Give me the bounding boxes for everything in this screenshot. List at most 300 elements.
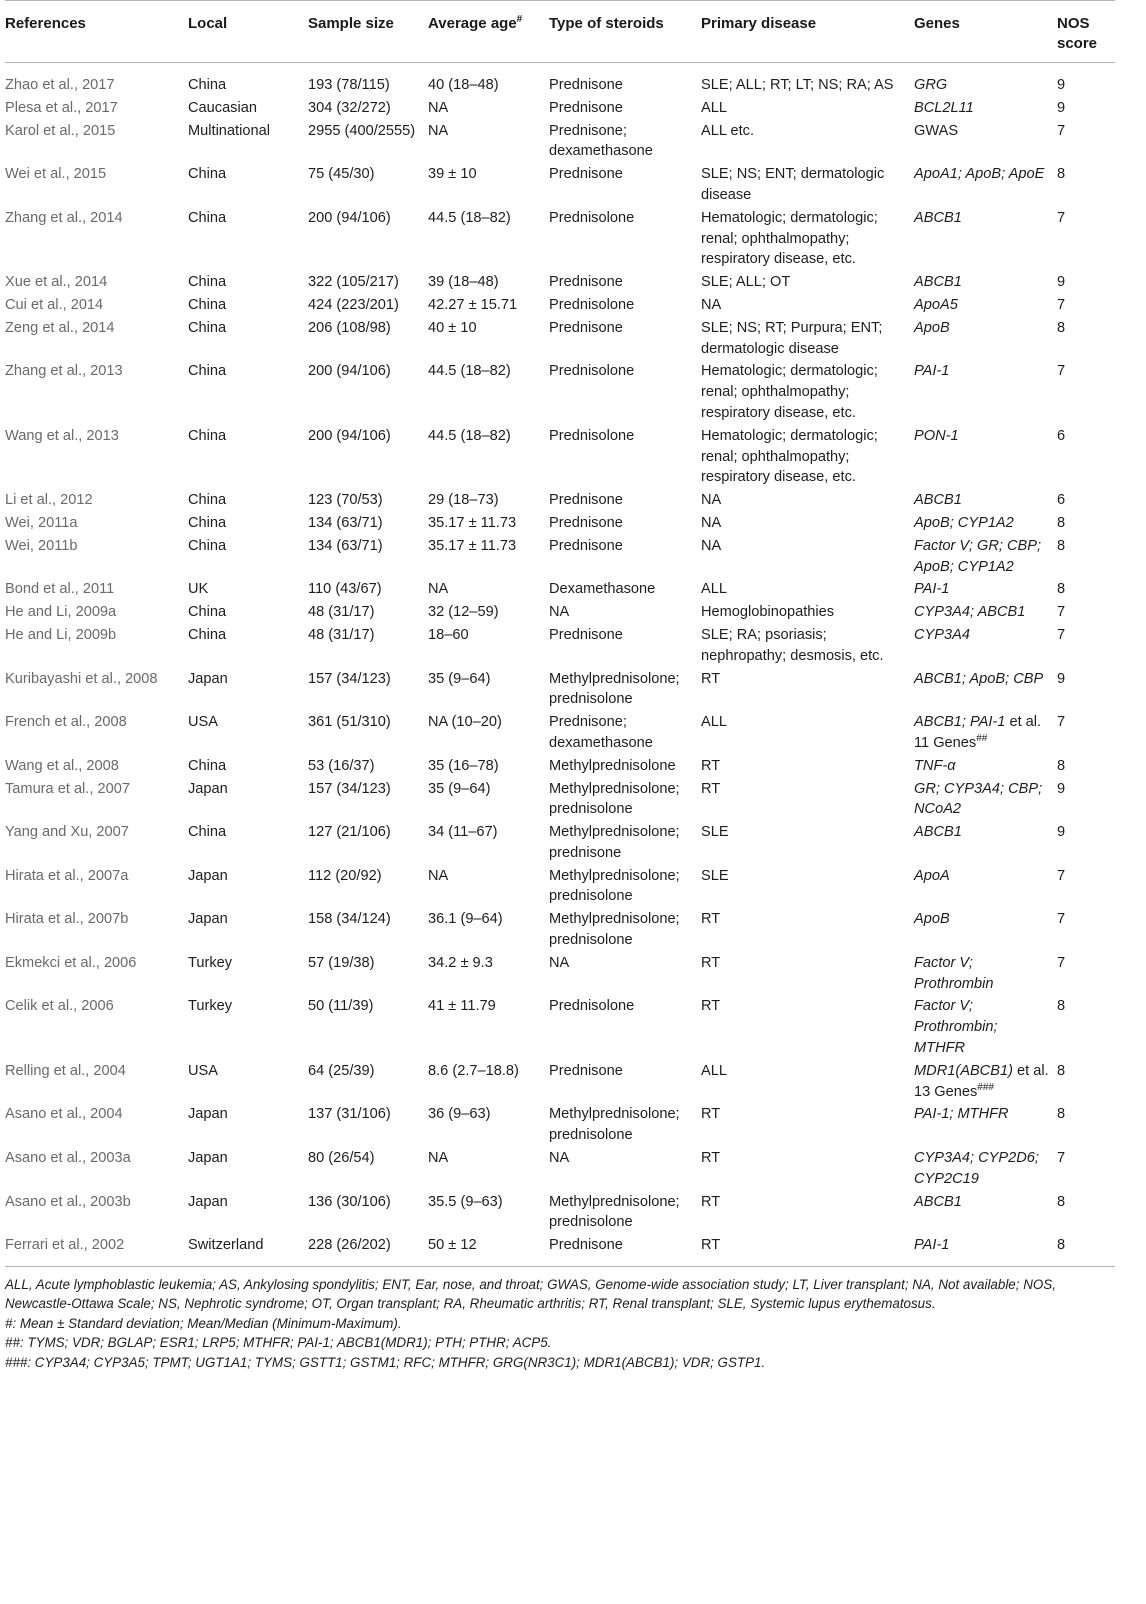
cell-reference bbox=[5, 208, 188, 272]
header-sample-size: Sample size bbox=[308, 1, 428, 63]
local-text: China bbox=[188, 514, 227, 531]
cell-reference bbox=[5, 822, 188, 866]
cell-steroid-type bbox=[549, 625, 701, 669]
cell-reference bbox=[5, 1061, 188, 1105]
cell-reference bbox=[5, 602, 188, 625]
primary-disease-text: RT bbox=[701, 1150, 721, 1167]
cell-primary-disease bbox=[701, 712, 914, 756]
sample-size-text: 57 (19/38) bbox=[308, 954, 375, 971]
primary-disease-text: ALL etc. bbox=[701, 122, 755, 139]
cell-nos-score bbox=[1057, 318, 1115, 362]
cell-local bbox=[188, 536, 308, 580]
steroid-type-text: Prednisolone bbox=[549, 296, 635, 313]
cell-local bbox=[188, 712, 308, 756]
nos-score-text: 7 bbox=[1057, 296, 1066, 313]
average-age-text: NA bbox=[428, 1150, 449, 1167]
reference-text: Ekmekci et al., 2006 bbox=[5, 954, 137, 971]
local-text: China bbox=[188, 296, 227, 313]
cell-primary-disease bbox=[701, 909, 914, 953]
table-row bbox=[5, 208, 1115, 272]
sample-size-text: 137 (31/106) bbox=[308, 1106, 391, 1123]
reference-text: Wei, 2011b bbox=[5, 537, 78, 554]
local-text: China bbox=[188, 757, 227, 774]
local-text: China bbox=[188, 824, 227, 841]
nos-score-text: 8 bbox=[1057, 998, 1066, 1015]
primary-disease-text: SLE; ALL; OT bbox=[701, 274, 791, 291]
sample-size-text: 200 (94/106) bbox=[308, 427, 391, 444]
cell-genes bbox=[914, 1192, 1057, 1236]
cell-local bbox=[188, 272, 308, 295]
cell-steroid-type bbox=[549, 121, 701, 165]
genes-text: CYP3A4; ABCB1 bbox=[914, 604, 1026, 621]
cell-sample-size bbox=[308, 756, 428, 779]
genes-text: ApoA bbox=[914, 867, 950, 884]
cell-reference bbox=[5, 536, 188, 580]
cell-average-age bbox=[428, 1104, 549, 1148]
cell-steroid-type bbox=[549, 1235, 701, 1266]
cell-local bbox=[188, 1192, 308, 1236]
nos-score-text: 7 bbox=[1057, 1150, 1066, 1167]
cell-genes bbox=[914, 121, 1057, 165]
cell-average-age bbox=[428, 513, 549, 536]
primary-disease-text: RT bbox=[701, 998, 721, 1015]
genes-extra-sup: ### bbox=[977, 1081, 994, 1093]
primary-disease-text: RT bbox=[701, 757, 721, 774]
reference-text: Relling et al., 2004 bbox=[5, 1062, 126, 1079]
reference-text: French et al., 2008 bbox=[5, 714, 127, 731]
cell-primary-disease bbox=[701, 756, 914, 779]
average-age-text: 8.6 (2.7–18.8) bbox=[428, 1062, 519, 1079]
sample-size-text: 75 (45/30) bbox=[308, 166, 375, 183]
cell-genes bbox=[914, 295, 1057, 318]
table-row bbox=[5, 490, 1115, 513]
cell-local bbox=[188, 208, 308, 272]
nos-score-text: 9 bbox=[1057, 99, 1066, 116]
reference-text: Wang et al., 2008 bbox=[5, 757, 119, 774]
reference-text: Celik et al., 2006 bbox=[5, 998, 114, 1015]
cell-nos-score bbox=[1057, 996, 1115, 1060]
cell-average-age bbox=[428, 536, 549, 580]
primary-disease-text: RT bbox=[701, 1106, 721, 1123]
cell-genes bbox=[914, 669, 1057, 713]
cell-primary-disease bbox=[701, 513, 914, 536]
reference-text: Karol et al., 2015 bbox=[5, 122, 116, 139]
cell-local bbox=[188, 602, 308, 625]
local-text: Switzerland bbox=[188, 1237, 264, 1254]
cell-sample-size bbox=[308, 1104, 428, 1148]
genes-text: ApoB bbox=[914, 319, 950, 336]
cell-genes bbox=[914, 164, 1057, 208]
nos-score-text: 9 bbox=[1057, 274, 1066, 291]
table-row bbox=[5, 866, 1115, 910]
cell-local bbox=[188, 669, 308, 713]
sample-size-text: 206 (108/98) bbox=[308, 319, 391, 336]
cell-primary-disease bbox=[701, 866, 914, 910]
average-age-text: 18–60 bbox=[428, 626, 469, 643]
cell-primary-disease bbox=[701, 779, 914, 823]
local-text: Japan bbox=[188, 1106, 228, 1123]
cell-primary-disease bbox=[701, 426, 914, 490]
nos-score-text: 8 bbox=[1057, 1062, 1066, 1079]
cell-steroid-type bbox=[549, 164, 701, 208]
primary-disease-text: SLE; NS; ENT; dermatologic disease bbox=[701, 166, 885, 203]
cell-average-age bbox=[428, 490, 549, 513]
reference-text: Tamura et al., 2007 bbox=[5, 780, 130, 797]
cell-reference bbox=[5, 318, 188, 362]
cell-local bbox=[188, 579, 308, 602]
cell-average-age bbox=[428, 996, 549, 1060]
cell-average-age bbox=[428, 669, 549, 713]
local-text: Turkey bbox=[188, 998, 233, 1015]
cell-average-age bbox=[428, 295, 549, 318]
cell-steroid-type bbox=[549, 756, 701, 779]
table-row bbox=[5, 1192, 1115, 1236]
header-references: References bbox=[5, 1, 188, 63]
genes-text: ABCB1 bbox=[914, 274, 962, 291]
cell-reference bbox=[5, 712, 188, 756]
cell-sample-size bbox=[308, 318, 428, 362]
genes-text: MDR1(ABCB1) bbox=[914, 1062, 1013, 1079]
cell-reference bbox=[5, 1235, 188, 1266]
cell-average-age bbox=[428, 625, 549, 669]
genes-text: ApoA5 bbox=[914, 296, 958, 313]
cell-genes bbox=[914, 579, 1057, 602]
cell-genes bbox=[914, 1104, 1057, 1148]
cell-primary-disease bbox=[701, 953, 914, 997]
cell-sample-size bbox=[308, 164, 428, 208]
nos-score-text: 8 bbox=[1057, 1237, 1066, 1254]
cell-steroid-type bbox=[549, 208, 701, 272]
reference-text: Cui et al., 2014 bbox=[5, 296, 104, 313]
cell-nos-score bbox=[1057, 779, 1115, 823]
footnote-hash: #: Mean ± Standard deviation; Mean/Median (Minimum-Maximum). bbox=[5, 1315, 402, 1331]
local-text: Japan bbox=[188, 911, 228, 928]
cell-steroid-type bbox=[549, 779, 701, 823]
cell-local bbox=[188, 295, 308, 318]
table-row bbox=[5, 953, 1115, 997]
cell-primary-disease bbox=[701, 669, 914, 713]
cell-local bbox=[188, 779, 308, 823]
genes-text: PAI-1 bbox=[914, 1237, 950, 1254]
cell-primary-disease bbox=[701, 164, 914, 208]
reference-text: Asano et al., 2004 bbox=[5, 1106, 123, 1123]
genes-text: ABCB1 bbox=[914, 209, 962, 226]
genes-text: ApoB bbox=[914, 911, 950, 928]
sample-size-text: 193 (78/115) bbox=[308, 77, 390, 93]
cell-primary-disease bbox=[701, 822, 914, 866]
cell-sample-size bbox=[308, 866, 428, 910]
reference-text: Zeng et al., 2014 bbox=[5, 319, 115, 336]
genes-text: TNF-α bbox=[914, 757, 956, 774]
reference-text: Hirata et al., 2007b bbox=[5, 911, 129, 928]
cell-genes bbox=[914, 272, 1057, 295]
primary-disease-text: RT bbox=[701, 1237, 721, 1254]
header-average-age-sup: # bbox=[516, 14, 523, 25]
cell-average-age bbox=[428, 272, 549, 295]
genes-text: CYP3A4; CYP2D6; CYP2C19 bbox=[914, 1150, 1039, 1187]
sample-size-text: 424 (223/201) bbox=[308, 296, 399, 313]
local-text: China bbox=[188, 274, 227, 291]
cell-nos-score bbox=[1057, 490, 1115, 513]
cell-nos-score bbox=[1057, 1148, 1115, 1192]
cell-nos-score bbox=[1057, 98, 1115, 121]
steroid-type-text: NA bbox=[549, 954, 570, 971]
cell-genes bbox=[914, 208, 1057, 272]
sample-size-text: 157 (34/123) bbox=[308, 670, 391, 687]
cell-nos-score bbox=[1057, 121, 1115, 165]
steroid-type-text: Prednisolone bbox=[549, 209, 635, 226]
primary-disease-text: RT bbox=[701, 954, 721, 971]
cell-primary-disease bbox=[701, 1104, 914, 1148]
reference-text: Kuribayashi et al., 2008 bbox=[5, 670, 158, 687]
cell-average-age bbox=[428, 602, 549, 625]
sample-size-text: 50 (11/39) bbox=[308, 998, 374, 1015]
cell-steroid-type bbox=[549, 98, 701, 121]
genes-text: ABCB1; ApoB; CBP bbox=[914, 670, 1044, 687]
cell-sample-size bbox=[308, 909, 428, 953]
cell-sample-size bbox=[308, 63, 428, 98]
nos-score-text: 8 bbox=[1057, 1193, 1066, 1210]
genes-text: PAI-1 bbox=[914, 581, 950, 598]
header-primary-disease: Primary disease bbox=[701, 1, 914, 63]
cell-local bbox=[188, 625, 308, 669]
cell-sample-size bbox=[308, 712, 428, 756]
primary-disease-text: ALL bbox=[701, 714, 727, 731]
local-text: USA bbox=[188, 1062, 219, 1079]
footnote-triple-hash: ###: CYP3A4; CYP3A5; TPMT; UGT1A1; TYMS; GSTT1; GSTM1; RFC; MTHFR; GRG(NR3C1); MDR1(ABCB1); VDR; GSTP1. bbox=[5, 1354, 766, 1370]
cell-sample-size bbox=[308, 822, 428, 866]
cell-primary-disease bbox=[701, 1192, 914, 1236]
average-age-text: 32 (12–59) bbox=[428, 604, 499, 621]
average-age-text: 35.17 ± 11.73 bbox=[428, 514, 517, 531]
cell-genes bbox=[914, 361, 1057, 425]
primary-disease-text: Hemoglobinopathies bbox=[701, 604, 835, 621]
local-text: China bbox=[188, 604, 227, 621]
sample-size-text: 228 (26/202) bbox=[308, 1237, 391, 1254]
cell-steroid-type bbox=[549, 822, 701, 866]
cell-local bbox=[188, 426, 308, 490]
cell-nos-score bbox=[1057, 513, 1115, 536]
reference-text: Asano et al., 2003a bbox=[5, 1150, 131, 1167]
cell-sample-size bbox=[308, 1235, 428, 1266]
primary-disease-text: Hematologic; dermatologic; renal; ophthalmopathy; respiratory disease, etc. bbox=[701, 363, 878, 421]
steroid-type-text: NA bbox=[549, 1150, 570, 1167]
cell-local bbox=[188, 1061, 308, 1105]
nos-score-text: 7 bbox=[1057, 911, 1066, 928]
cell-sample-size bbox=[308, 579, 428, 602]
cell-steroid-type bbox=[549, 712, 701, 756]
reference-text: Zhao et al., 2017 bbox=[5, 77, 115, 93]
steroid-type-text: Methylprednisolone; prednisolone bbox=[549, 1106, 680, 1144]
steroid-type-text: Prednisone bbox=[549, 514, 623, 531]
genes-text: GR; CYP3A4; CBP; NCoA2 bbox=[914, 780, 1043, 818]
cell-average-age bbox=[428, 1061, 549, 1105]
footnote-abbreviations: ALL, Acute lymphoblastic leukemia; AS, Ankylosing spondylitis; ENT, Ear, nose, and throat; GWAS, Genome-wide association study; LT, Liver transplant; NA, Not available; NOS, Newcastle-Ottawa Scale; NS, Nephrotic syndrome; OT, Organ transplant; RA, Rheumatic arthritis; RT, Renal transplant; SLE, Systemic lupus erythematosus. bbox=[5, 1277, 1056, 1312]
cell-nos-score bbox=[1057, 1104, 1115, 1148]
cell-genes bbox=[914, 756, 1057, 779]
cell-reference bbox=[5, 295, 188, 318]
genes-text: GRG bbox=[914, 77, 948, 93]
table-row bbox=[5, 98, 1115, 121]
cell-sample-size bbox=[308, 625, 428, 669]
cell-steroid-type bbox=[549, 866, 701, 910]
cell-sample-size bbox=[308, 490, 428, 513]
nos-score-text: 9 bbox=[1057, 780, 1066, 797]
cell-steroid-type bbox=[549, 513, 701, 536]
cell-primary-disease bbox=[701, 208, 914, 272]
cell-primary-disease bbox=[701, 996, 914, 1060]
cell-sample-size bbox=[308, 426, 428, 490]
genes-text: ABCB1 bbox=[914, 824, 962, 841]
primary-disease-text: ALL bbox=[701, 99, 727, 116]
steroid-type-text: Methylprednisolone; prednisone bbox=[549, 824, 680, 861]
local-text: China bbox=[188, 166, 227, 183]
nos-score-text: 7 bbox=[1057, 122, 1066, 139]
reference-text: Bond et al., 2011 bbox=[5, 581, 115, 598]
local-text: China bbox=[188, 209, 227, 226]
table-row bbox=[5, 822, 1115, 866]
nos-score-text: 7 bbox=[1057, 714, 1066, 731]
table-row bbox=[5, 1061, 1115, 1105]
primary-disease-text: ALL bbox=[701, 581, 727, 598]
cell-reference bbox=[5, 779, 188, 823]
table-row bbox=[5, 121, 1115, 165]
average-age-text: 50 ± 12 bbox=[428, 1237, 477, 1254]
cell-nos-score bbox=[1057, 1192, 1115, 1236]
table-row bbox=[5, 426, 1115, 490]
header-local: Local bbox=[188, 1, 308, 63]
cell-genes bbox=[914, 98, 1057, 121]
cell-primary-disease bbox=[701, 602, 914, 625]
local-text: USA bbox=[188, 714, 219, 731]
local-text: Turkey bbox=[188, 954, 233, 971]
header-average-age: Average age# bbox=[428, 1, 549, 63]
cell-genes bbox=[914, 866, 1057, 910]
genes-text: ApoB; CYP1A2 bbox=[914, 514, 1014, 531]
cell-primary-disease bbox=[701, 1148, 914, 1192]
cell-primary-disease bbox=[701, 121, 914, 165]
cell-nos-score bbox=[1057, 1235, 1115, 1266]
genes-text: Factor V; Prothrombin bbox=[914, 954, 994, 992]
primary-disease-text: SLE bbox=[701, 824, 729, 841]
nos-score-text: 7 bbox=[1057, 209, 1066, 226]
primary-disease-text: Hematologic; dermatologic; renal; ophthalmopathy; respiratory disease, etc. bbox=[701, 427, 878, 486]
genes-extra-text: et al. 11 Genes bbox=[914, 714, 1042, 751]
average-age-text: 35.17 ± 11.73 bbox=[428, 537, 517, 554]
nos-score-text: 7 bbox=[1057, 626, 1066, 643]
average-age-text: 34.2 ± 9.3 bbox=[428, 954, 493, 971]
cell-nos-score bbox=[1057, 536, 1115, 580]
cell-local bbox=[188, 361, 308, 425]
cell-average-age bbox=[428, 579, 549, 602]
cell-reference bbox=[5, 866, 188, 910]
nos-score-text: 8 bbox=[1057, 1106, 1066, 1123]
reference-text: Ferrari et al., 2002 bbox=[5, 1237, 125, 1254]
steroid-type-text: Methylprednisolone; prednisolone bbox=[549, 780, 680, 818]
cell-reference bbox=[5, 669, 188, 713]
cell-local bbox=[188, 953, 308, 997]
cell-local bbox=[188, 1104, 308, 1148]
nos-score-text: 9 bbox=[1057, 77, 1066, 93]
cell-local bbox=[188, 318, 308, 362]
cell-genes bbox=[914, 513, 1057, 536]
table-row bbox=[5, 536, 1115, 580]
local-text: China bbox=[188, 319, 227, 336]
genes-extra-sup: ## bbox=[976, 732, 988, 744]
primary-disease-text: NA bbox=[701, 537, 722, 554]
steroid-type-text: Prednisone; dexamethasone bbox=[549, 122, 653, 160]
sample-size-text: 112 (20/92) bbox=[308, 867, 382, 884]
table-row bbox=[5, 1148, 1115, 1192]
cell-reference bbox=[5, 1148, 188, 1192]
steroid-type-text: Prednisone bbox=[549, 1237, 623, 1254]
cell-average-age bbox=[428, 756, 549, 779]
average-age-text: NA (10–20) bbox=[428, 714, 502, 731]
table-row bbox=[5, 1104, 1115, 1148]
reference-text: Wei et al., 2015 bbox=[5, 166, 107, 183]
cell-primary-disease bbox=[701, 318, 914, 362]
table-row bbox=[5, 164, 1115, 208]
nos-score-text: 8 bbox=[1057, 581, 1066, 598]
sample-size-text: 53 (16/37) bbox=[308, 757, 375, 774]
primary-disease-text: RT bbox=[701, 1193, 721, 1210]
cell-reference bbox=[5, 953, 188, 997]
primary-disease-text: RT bbox=[701, 911, 721, 928]
cell-local bbox=[188, 63, 308, 98]
genes-text: Factor V; GR; CBP; ApoB; CYP1A2 bbox=[914, 537, 1042, 575]
cell-nos-score bbox=[1057, 756, 1115, 779]
cell-primary-disease bbox=[701, 579, 914, 602]
cell-genes bbox=[914, 953, 1057, 997]
primary-disease-text: NA bbox=[701, 514, 722, 531]
sample-size-text: 304 (32/272) bbox=[308, 99, 391, 116]
cell-reference bbox=[5, 996, 188, 1060]
steroid-type-text: Prednisone; dexamethasone bbox=[549, 714, 653, 751]
cell-sample-size bbox=[308, 779, 428, 823]
cell-nos-score bbox=[1057, 669, 1115, 713]
sample-size-text: 136 (30/106) bbox=[308, 1193, 391, 1210]
table-row bbox=[5, 669, 1115, 713]
cell-average-age bbox=[428, 318, 549, 362]
primary-disease-text: SLE bbox=[701, 867, 729, 884]
reference-text: Zhang et al., 2014 bbox=[5, 209, 123, 226]
sample-size-text: 110 (43/67) bbox=[308, 581, 382, 598]
cell-nos-score bbox=[1057, 63, 1115, 98]
cell-genes bbox=[914, 318, 1057, 362]
average-age-text: 39 ± 10 bbox=[428, 166, 477, 183]
table-row bbox=[5, 779, 1115, 823]
cell-local bbox=[188, 513, 308, 536]
nos-score-text: 6 bbox=[1057, 492, 1066, 509]
steroid-type-text: Prednisone bbox=[549, 77, 623, 93]
nos-score-text: 8 bbox=[1057, 514, 1066, 531]
studies-table bbox=[5, 0, 1115, 1267]
table-row bbox=[5, 996, 1115, 1060]
steroid-type-text: Prednisone bbox=[549, 319, 623, 336]
sample-size-text: 80 (26/54) bbox=[308, 1150, 375, 1167]
cell-nos-score bbox=[1057, 953, 1115, 997]
cell-genes bbox=[914, 602, 1057, 625]
cell-nos-score bbox=[1057, 1061, 1115, 1105]
cell-reference bbox=[5, 272, 188, 295]
cell-steroid-type bbox=[549, 1192, 701, 1236]
genes-text: Factor V; Prothrombin; MTHFR bbox=[914, 998, 998, 1057]
cell-local bbox=[188, 1148, 308, 1192]
cell-average-age bbox=[428, 712, 549, 756]
primary-disease-text: RT bbox=[701, 780, 721, 797]
cell-steroid-type bbox=[549, 1061, 701, 1105]
table-row bbox=[5, 361, 1115, 425]
